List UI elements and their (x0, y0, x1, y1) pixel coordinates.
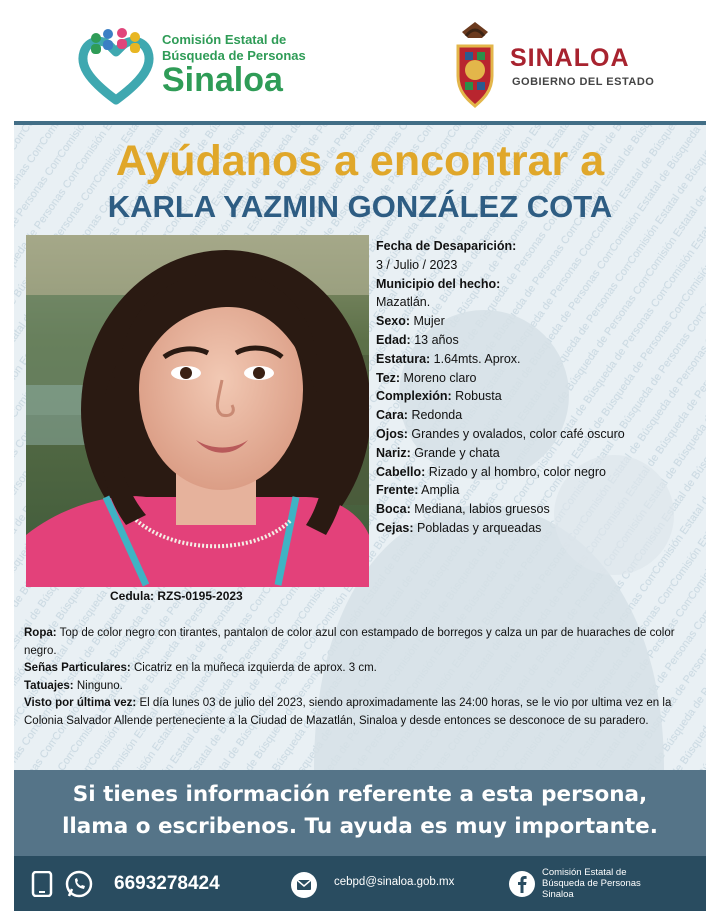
last-seen-label: Visto por última vez: (24, 697, 137, 709)
fact-value: Redonda (407, 408, 463, 423)
fact-row (376, 369, 706, 388)
last-seen-paragraph (24, 695, 696, 730)
commission-logo (76, 22, 316, 112)
poster-body (14, 125, 706, 770)
fact-value: Mazatlán. (376, 295, 431, 310)
fact-value: Robusta (451, 389, 502, 404)
fact-value: Rizado y al hombro, color negro (425, 464, 606, 479)
fact-label: Sexo: (376, 314, 411, 329)
fact-row (376, 481, 706, 500)
poster-title: Ayúdanos a encontrar a (115, 137, 605, 185)
contact-email[interactable]: cebpd@sinaloa.gob.mx (334, 876, 455, 888)
fact-row (376, 237, 706, 256)
fact-value: Grandes y ovalados, color café oscuro (407, 426, 625, 441)
marks-label: Señas Particulares: (24, 662, 131, 674)
fact-label: Fecha de Desaparición: (376, 239, 517, 253)
fact-value: Moreno claro (400, 370, 477, 385)
call-to-action-banner (14, 770, 706, 856)
fact-value: 13 años (410, 332, 459, 347)
fact-value: Mujer (410, 314, 445, 329)
contact-phone[interactable]: 6693278424 (114, 873, 220, 894)
fact-row (376, 444, 706, 463)
cta-line-1: Si tienes información referente a esta persona, (72, 782, 648, 807)
commission-name-line1: Comisión Estatal de (162, 32, 287, 47)
marks-text: Cicatriz en la muñeca izquierda de aprox. 3 cm. (130, 662, 377, 674)
fact-row (376, 275, 706, 294)
fact-label: Frente: (376, 483, 419, 498)
fact-label: Complexión: (376, 389, 452, 404)
fact-label: Nariz: (376, 445, 411, 460)
fact-row (376, 256, 706, 275)
missing-person-photo (26, 235, 369, 587)
fact-value: 3 / Julio / 2023 (376, 257, 458, 272)
fact-row (376, 500, 706, 519)
fact-row (376, 406, 706, 425)
fact-label: Edad: (376, 332, 411, 347)
fact-label: Cara: (376, 408, 408, 423)
facebook-page-line2: Búsqueda de Personas (542, 878, 641, 889)
facebook-icon (508, 870, 536, 898)
coat-of-arms-icon (452, 18, 498, 110)
phone-icon (30, 871, 54, 897)
fact-label: Municipio del hecho: (376, 276, 501, 291)
clothing-paragraph (24, 625, 696, 660)
case-details (24, 625, 696, 730)
fact-row (376, 293, 706, 312)
last-seen-text: El día lunes 03 de julio del 2023, siendo aproximadamente las 24:00 horas, se le vio por ultima vez en la Colonia Salvador Allende perteneciente a la Ciudad de Mazatlán, Sinaloa y desde entonces se desconoce de su paradero. (24, 697, 672, 727)
tattoos-paragraph (24, 678, 696, 696)
fact-value: Grande y chata (410, 445, 500, 460)
fact-label: Tez: (376, 370, 401, 385)
fact-label: Boca: (376, 502, 411, 517)
state-name: SINALOA (510, 44, 630, 72)
fact-row (376, 519, 706, 538)
state-government-logo (452, 18, 672, 114)
fact-label: Ojos: (376, 426, 408, 441)
facebook-page-line3: Sinaloa (542, 889, 574, 900)
marks-paragraph (24, 660, 696, 678)
clothing-label: Ropa: (24, 627, 57, 639)
cta-line-2: llama o escribenos. Tu ayuda es muy importante. (62, 814, 658, 839)
physical-description (376, 237, 706, 538)
commission-name-line2: Búsqueda de Personas (162, 48, 306, 63)
fact-row (376, 331, 706, 350)
fact-value: 1.64mts. Aprox. (430, 351, 521, 366)
email-icon (290, 871, 318, 899)
missing-person-name: KARLA YAZMIN GONZÁLEZ COTA (107, 189, 613, 224)
government-label: GOBIERNO DEL ESTADO (512, 76, 655, 88)
fact-value: Pobladas y arqueadas (413, 520, 542, 535)
fact-row (376, 350, 706, 369)
commission-name-big: Sinaloa (162, 61, 283, 99)
fact-value: Amplia (418, 483, 460, 498)
fact-label: Cejas: (376, 520, 414, 535)
tattoos-text: Ninguno. (73, 679, 123, 692)
facebook-page-name[interactable] (542, 867, 702, 900)
commission-name (162, 32, 306, 64)
whatsapp-icon (64, 869, 94, 899)
cedula-id: Cedula: RZS-0195-2023 (110, 589, 243, 603)
fact-row (376, 463, 706, 482)
fact-row (376, 312, 706, 331)
facebook-page-line1: Comisión Estatal de (542, 867, 627, 878)
heart-people-icon (76, 26, 156, 106)
fact-label: Estatura: (376, 351, 431, 366)
fact-row (376, 387, 706, 406)
fact-label: Cabello: (376, 464, 426, 479)
fact-value: Mediana, labios gruesos (410, 502, 550, 517)
tattoos-label: Tatuajes: (24, 679, 74, 692)
clothing-text: Top de color negro con tirantes, pantalon de color azul con estampado de borregos y calza un par de huaraches de color negro. (24, 627, 675, 657)
contact-footer (14, 856, 706, 911)
fact-row (376, 425, 706, 444)
poster-header (14, 8, 706, 120)
